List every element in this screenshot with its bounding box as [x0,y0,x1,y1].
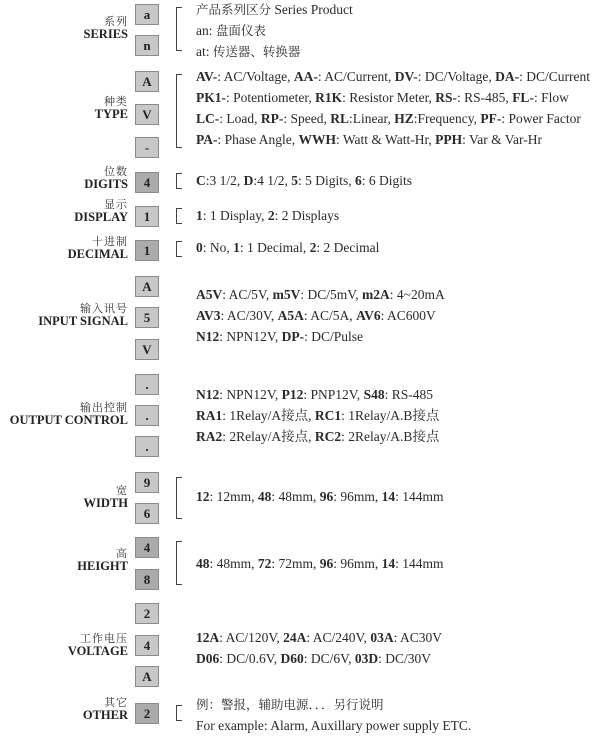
type-label-en: TYPE [94,106,128,121]
type-label-zh: 种类 [104,95,128,108]
width-box-1: 9 [135,472,159,493]
output-label [0,402,128,427]
series-box-2: n [135,35,159,56]
voltage-code-description: : DC/6V, [303,651,355,666]
series-description [196,0,353,62]
type-code-description: : Phase Angle, [217,132,299,147]
voltage-label-zh: 工作电压 [80,632,128,645]
width-description [196,486,444,507]
input-code: A5V [196,287,223,302]
width-code-description: : 48mm, [271,489,320,504]
type-code-description: : DC/Current [519,69,591,84]
type-code-description: : Watt & Watt-Hr, [336,132,436,147]
input-code-description: : AC/30V, [220,308,278,323]
input-code-description: : DC/Pulse [304,329,364,344]
height-label [0,548,128,573]
width-code: 12 [196,489,210,504]
type-box-1: A [135,71,159,92]
display-bracket [176,208,177,224]
width-code-description: : 12mm, [209,489,258,504]
voltage-box-1: 2 [135,603,159,624]
decimal-code-description: : 2 Decimal [316,240,380,255]
display-label-zh: 显示 [104,198,128,211]
digits-code: 5 [291,173,299,188]
voltage-code: 03A [370,630,394,645]
display-line-1 [196,205,339,226]
type-code-description: :Frequency, [413,111,481,126]
type-line-2 [196,87,590,108]
type-code-description: : Resistor Meter, [342,90,436,105]
decimal-bracket [176,241,177,257]
series-line-1-zh: 产品系列区分 [196,2,272,17]
series-label-en: SERIES [83,26,128,41]
digits-label-zh: 位数 [104,165,128,178]
output-code-description: : 2Relay/A.B接点 [341,429,440,444]
type-code: PA- [196,132,218,147]
voltage-line-1 [196,627,442,648]
decimal-code-description: : No, [202,240,234,255]
display-box: 1 [135,206,159,227]
height-label-zh: 高 [116,547,128,560]
type-code-description: : Var & Var-Hr [462,132,543,147]
height-code-description: : 48mm, [209,556,258,571]
digits-label-en: DIGITS [84,176,128,191]
type-code: RL [330,111,350,126]
digits-code-description: : 5 Digits, [298,173,356,188]
type-code: AV- [196,69,218,84]
type-description [196,66,590,150]
width-code: 96 [319,489,334,504]
type-code-description: : Flow [533,90,569,105]
type-code-description: : AC/Current, [317,69,395,84]
decimal-code-description: : 1 Decimal, [239,240,310,255]
voltage-code: 24A [283,630,307,645]
display-code-description: : 1 Display, [202,208,268,223]
digits-line-1 [196,170,412,191]
decimal-label-zh: 十进制 [92,235,128,248]
digits-code: D [243,173,254,188]
digits-label [0,166,128,191]
display-description [196,205,339,226]
type-code-description: : Potentiometer, [226,90,316,105]
input-box-1: A [135,276,159,297]
type-code: PK1- [196,90,226,105]
output-box-3: . [135,436,159,457]
type-code: RS- [435,90,458,105]
series-box-1: a [135,4,159,25]
height-code: 48 [196,556,210,571]
voltage-label [0,633,128,658]
height-code-description: : 96mm, [333,556,382,571]
other-bracket [176,705,177,721]
type-line-4 [196,129,590,150]
width-label-zh: 宽 [116,484,128,497]
series-line-3-text: at: [196,44,213,59]
output-code: RA2 [196,429,223,444]
width-box-2: 6 [135,503,159,524]
width-bracket [176,477,177,519]
type-code-description: :Linear, [349,111,395,126]
voltage-code: 12A [196,630,220,645]
type-code: RP- [260,111,284,126]
other-line-2: For example: Alarm, Auxillary power supply ETC. [196,718,472,733]
other-line-1: 例：警报，辅助电源．．．另行说明 [196,697,384,712]
digits-code-description: :3 1/2, [205,173,244,188]
voltage-code-description: : AC/240V, [306,630,371,645]
height-code: 14 [381,556,396,571]
input-label-en: INPUT SIGNAL [38,313,128,328]
digits-bracket [176,173,177,189]
width-code-description: : 144mm [395,489,444,504]
type-label [0,96,128,121]
series-line-1-text: Series Product [271,2,353,17]
type-box-3: - [135,137,159,158]
decimal-box: 1 [135,240,159,261]
series-line-2-text: an: [196,23,216,38]
display-label [0,199,128,224]
output-code: RC2 [314,429,342,444]
type-code: FL- [512,90,534,105]
digits-description [196,170,412,191]
input-code-description: : AC/5A, [303,308,357,323]
decimal-code: 2 [309,240,317,255]
type-code-description: : AC/Voltage, [217,69,294,84]
input-line-1 [196,284,445,305]
type-code-description: : RS-485, [457,90,513,105]
output-code-description: : RS-485 [384,387,433,402]
decimal-label-en: DECIMAL [67,246,128,261]
voltage-code: D06 [196,651,220,666]
output-code-description: : 1Relay/A接点, [222,408,315,423]
input-code-description: : 4~20mA [389,287,445,302]
other-description [196,694,471,736]
input-box-2: 5 [135,307,159,328]
voltage-label-en: VOLTAGE [67,643,128,658]
decimal-code: 1 [233,240,240,255]
voltage-code-description: : AC/120V, [219,630,284,645]
digits-code: 6 [355,173,362,188]
voltage-box-3: A [135,666,159,687]
series-label-zh: 系列 [104,15,128,28]
series-bracket [176,7,177,51]
input-code-description: : AC/5V, [222,287,273,302]
type-bracket [176,74,177,148]
digits-code: C [196,173,206,188]
input-code: AV3 [196,308,221,323]
output-code: RA1 [196,408,223,423]
output-line-2 [196,405,439,426]
height-label-en: HEIGHT [77,558,128,573]
height-bracket [176,541,177,585]
output-label-en: OUTPUT CONTROL [9,412,128,427]
series-label [0,16,128,41]
other-label [0,697,128,722]
type-code: DV- [394,69,418,84]
input-code: m2A [362,287,390,302]
output-label-zh: 输出控制 [80,401,128,414]
height-code: 72 [257,556,272,571]
width-code: 14 [381,489,396,504]
decimal-code: 0 [196,240,203,255]
voltage-code-description: : AC30V [393,630,442,645]
other-box: 2 [135,703,159,724]
type-code: DA- [495,69,520,84]
output-code-description: : NPN12V, [219,387,282,402]
width-code-description: : 96mm, [333,489,382,504]
type-code: WWH [298,132,337,147]
digits-box: 4 [135,172,159,193]
other-label-en: OTHER [82,707,128,722]
height-box-2: 8 [135,569,159,590]
input-code: DP- [281,329,305,344]
height-description [196,553,444,574]
type-box-2: V [135,104,159,125]
type-code-description: : Power Factor [501,111,581,126]
output-code: RC1 [314,408,342,423]
voltage-description [196,627,442,669]
display-code: 2 [267,208,275,223]
decimal-label [0,236,128,261]
type-code: AA- [293,69,318,84]
type-code-description: : DC/Voltage, [417,69,496,84]
voltage-code: D60 [280,651,304,666]
type-code-description: : Speed, [283,111,331,126]
type-code-description: : Load, [219,111,261,126]
output-code-description: : PNP12V, [303,387,364,402]
voltage-code: 03D [354,651,379,666]
input-box-3: V [135,339,159,360]
type-code: LC- [196,111,220,126]
input-label [0,303,128,328]
output-code: S48 [363,387,385,402]
input-code-description: : AC600V [380,308,436,323]
display-code: 1 [196,208,203,223]
input-code: N12 [196,329,220,344]
output-code-description: : 1Relay/A.B接点 [341,408,440,423]
input-line-2 [196,305,445,326]
type-code: PF- [480,111,502,126]
input-code: A5A [277,308,304,323]
display-code-description: : 2 Displays [274,208,340,223]
output-code-description: : 2Relay/A接点, [222,429,315,444]
input-code-description: : DC/5mV, [300,287,363,302]
input-code: AV6 [356,308,381,323]
width-code: 48 [257,489,272,504]
height-line-1 [196,553,444,574]
type-line-3 [196,108,590,129]
voltage-line-2 [196,648,442,669]
other-label-zh: 其它 [104,696,128,709]
type-line-1 [196,66,590,87]
height-code-description: : 144mm [395,556,444,571]
output-code: N12 [196,387,220,402]
voltage-box-2: 4 [135,635,159,656]
width-line-1 [196,486,444,507]
width-label [0,485,128,510]
output-box-1: . [135,374,159,395]
decimal-description [196,237,379,258]
voltage-code-description: : DC/0.6V, [219,651,281,666]
decimal-line-1 [196,237,379,258]
type-code: PPH [435,132,463,147]
series-line-3-zh: 传送器、转换器 [212,44,301,59]
series-line-2-zh: 盘面仪表 [215,23,266,38]
input-line-3 [196,326,445,347]
output-box-2: . [135,405,159,426]
output-line-3 [196,426,439,447]
width-label-en: WIDTH [83,495,128,510]
voltage-code-description: : DC/30V [378,651,432,666]
height-code-description: : 72mm, [271,556,320,571]
output-description [196,384,439,447]
digits-code-description: : 6 Digits [361,173,413,188]
height-box-1: 4 [135,537,159,558]
input-code-description: : NPN12V, [219,329,282,344]
output-line-1 [196,384,439,405]
type-code: R1K [315,90,343,105]
input-label-zh: 输入讯号 [80,302,128,315]
output-code: P12 [281,387,304,402]
input-code: m5V [272,287,301,302]
digits-code-description: :4 1/2, [253,173,292,188]
display-label-en: DISPLAY [74,209,128,224]
type-code: HZ [394,111,414,126]
input-description [196,284,445,347]
height-code: 96 [319,556,334,571]
